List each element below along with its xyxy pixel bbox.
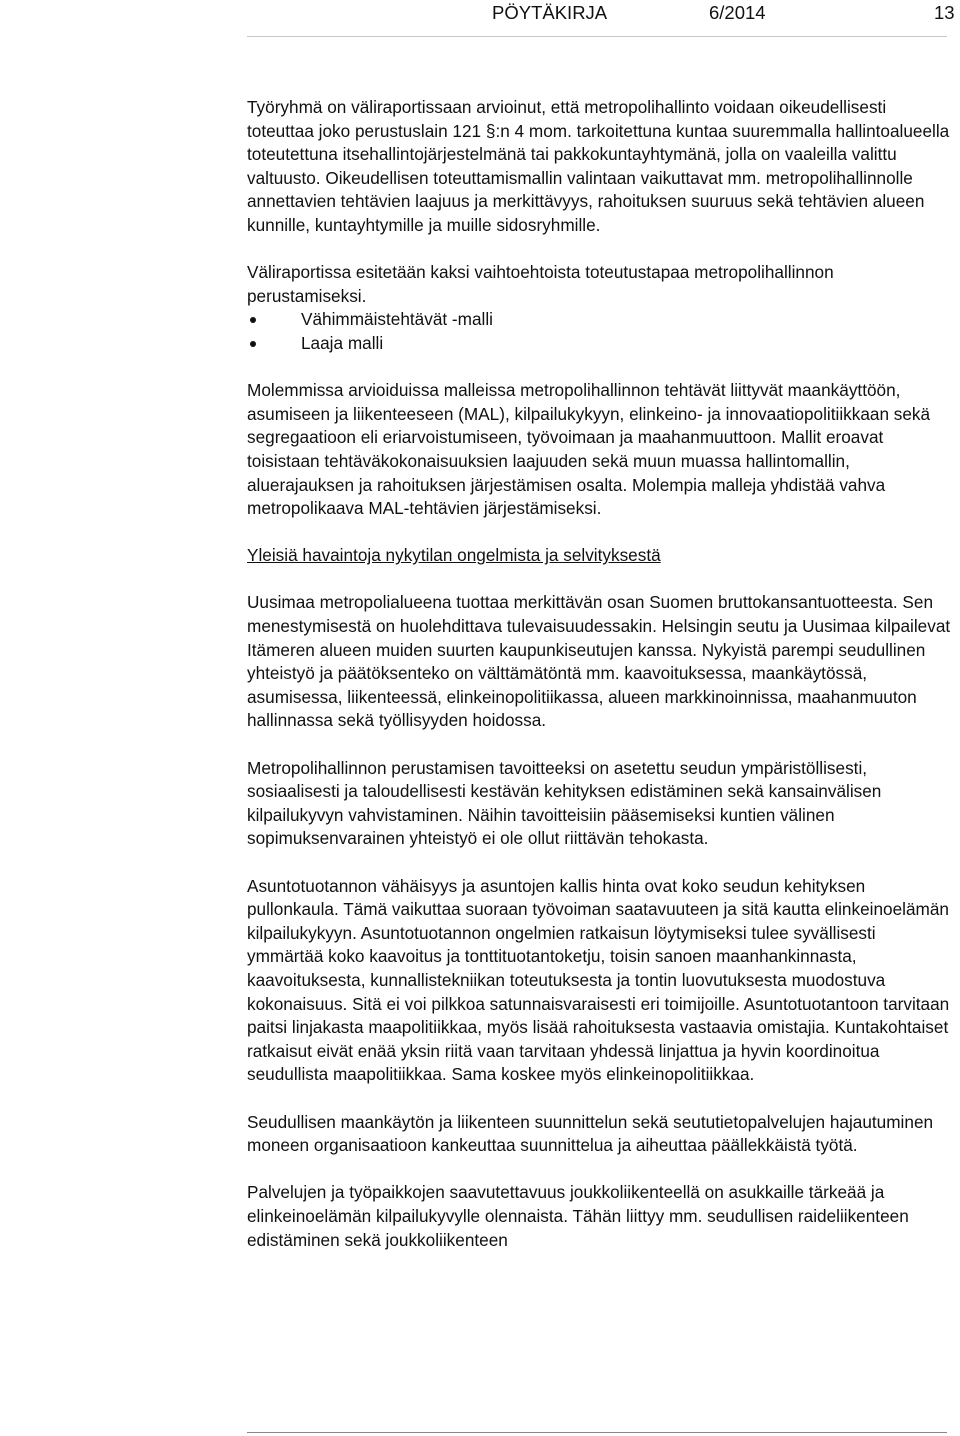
bullet-icon [250,341,256,347]
bullet-icon [250,317,256,323]
page-number: 13 [934,2,955,23]
list-item-label: Laaja malli [301,332,384,353]
paragraph-planning: Seudullisen maankäytön ja liikenteen suunnittelun sekä seututietopalvelujen hajautuminen moneen organisaatioon kankeuttaa suunnittelua ja aiheuttaa päällekkäistä työtä. [247,1111,934,1156]
footer-divider [247,1432,947,1433]
page-header [0,0,960,30]
list-item [247,332,955,356]
paragraph-model-tasks: Molemmissa arvioiduissa malleissa metropolihallinnon tehtävät liittyvät maankäyttöön, asumiseen ja liikenteeseen (MAL), kilpailukykyyn, elinkeino- ja innovaatiopolitiikkaan sekä segregaatioon eli eriarvoistumiseen, työvoimaan ja maahanmuuttoon. Mallit eroavat toisistaan tehtäväkokonaisuuksien laajuuden sekä muun muassa hallintomallin, aluerajauksen ja rahoituksen järjestämisen osalta. Molempia malleja yhdistää vahva metropolikaava MAL-tehtävien järjestämiseksi. [247,380,931,519]
section-heading: Yleisiä havaintoja nykytilan ongelmista ja selvityksestä [247,545,661,566]
header-divider [247,36,947,37]
paragraph-goals: Metropolihallinnon perustamisen tavoitteeksi on asetettu seudun ympäristöllisesti, sosiaalisesti ja taloudellisesti kestävän kehityksen edistäminen sekä kansainvälisen kilpailukyvyn vahvistaminen. Näihin tavoitteisiin pääsemiseksi kuntien välinen sopimuksenvarainen yhteistyö ei ole ollut riittävän tehokasta. [247,757,882,849]
document-body [247,96,955,1252]
document-type: PÖYTÄKIRJA [492,2,608,23]
model-list [247,308,955,355]
paragraph-two-alternatives: Väliraportissa esitetään kaksi vaihtoehtoista toteutustapaa metropolihallinnon perustamiseksi. [247,262,834,306]
list-item-label: Vähimmäistehtävät -malli [301,309,493,330]
minutes-number: 6/2014 [709,2,766,23]
paragraph-transport: Palvelujen ja työpaikkojen saavutettavuus joukkoliikenteellä on asukkaille tärkeää ja elinkeinoelämän kilpailukyvylle olennaista. Tähän liittyy mm. seudullisen raideliikenteen edistäminen sekä joukkoliikenteen [247,1182,909,1250]
paragraph-housing: Asuntotuotannon vähäisyys ja asuntojen kallis hinta ovat koko seudun kehityksen pullonkaula. Tämä vaikuttaa suoraan työvoiman saatavuuteen ja sitä kautta elinkeinoelämän kilpailukykyyn. Asuntotuotannon ongelmien ratkaisun löytymiseksi tulee syvällisesti ymmärtää koko kaavoitus ja tonttituotantoketju, toisin sanoen maanhankinnasta, kaavoituksesta, kunnallistekniikan toteutuksesta ja tontin luovutuksesta muodostuva kokonaisuus. Sitä ei voi pilkkoa satunnaisvaraisesti eri toimijoille. Asuntotuotantoon tarvitaan paitsi linjakasta maapolitiikkaa, myös lisää rahoituksesta vastaavia omistajia. Kuntakohtaiset ratkaisut eivät enää yksin riitä vaan tarvitaan yhdessä linjattua ja hyvin koordinoitua seudullista maapolitiikkaa. Sama koskee myös elinkeinopolitiikkaa. [247,875,950,1085]
paragraph-uusimaa: Uusimaa metropolialueena tuottaa merkittävän osan Suomen bruttokansantuotteesta. Sen menestymisestä on huolehdittava tulevaisuudessakin. Helsingin seutu ja Uusimaa kilpailevat Itämeren alueen muiden suurten kaupunkiseutujen kanssa. Nykyistä parempi seudullinen yhteistyö ja päätöksenteko on välttämätöntä mm. kaavoituksessa, maankäytössä, asumisessa, liikenteessä, elinkeinopolitiikassa, alueen markkinoinnissa, maahanmuuton hallinnassa sekä työllisyyden hoidossa. [247,592,951,731]
paragraph-legal-models: Työryhmä on väliraportissaan arvioinut, että metropolihallinto voidaan oikeudellisesti toteuttaa joko perustuslain 121 §:n 4 mom. tarkoitettuna kuntaa suuremmalla hallintoalueella toteutettuna itsehallintojärjestelmänä tai pakkokuntayhtymänä, jolla on vaaleilla valittu valtuusto. Oikeudellisen toteuttamismallin valintaan vaikuttavat mm. metropolihallinnolle annettavien tehtävien laajuus ja merkittävyys, rahoituksen suuruus sekä tehtävien alueen kunnille, kuntayhtymille ja muille sidosryhmille. [247,97,950,235]
list-item [247,308,955,332]
